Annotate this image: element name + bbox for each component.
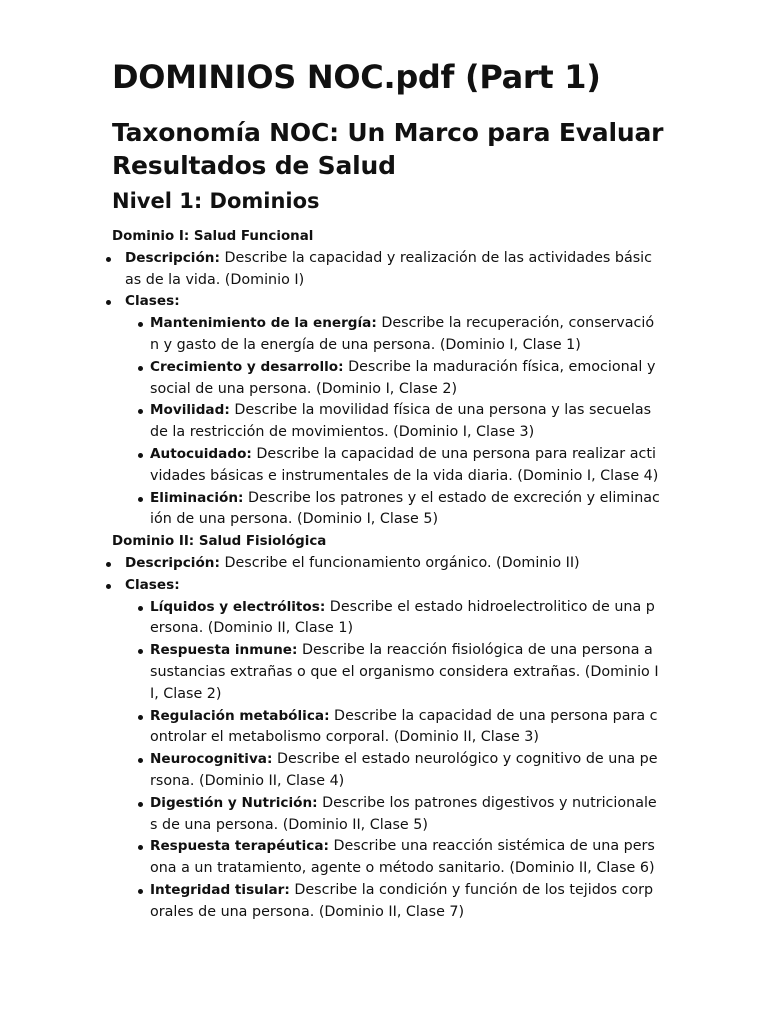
domain-section — [112, 531, 660, 923]
class-item — [137, 400, 660, 444]
bullet-icon — [138, 802, 143, 807]
bullet-icon — [138, 366, 143, 371]
class-term: Respuesta terapéutica: — [150, 838, 329, 855]
class-term: Líquidos y electrólitos: — [150, 598, 326, 615]
item-term: Descripción: — [125, 249, 220, 266]
bullet-icon — [138, 715, 143, 720]
class-text: Describe el estado neurológico y cognitivo de una persona. (Dominio II, Clase 4) — [150, 751, 658, 789]
bullet-icon — [138, 322, 143, 327]
class-text: Describe la condición y función de los tejidos corporales de una persona. (Dominio II, Clase 7) — [150, 881, 654, 920]
class-term: Crecimiento y desarrollo: — [150, 358, 344, 375]
class-text: Describe el estado hidroelectrolitico de una persona. (Dominio II, Clase 1) — [150, 598, 655, 637]
class-text: Describe la capacidad de una persona para controlar el metabolismo corporal. (Dominio II, Clase 3) — [150, 707, 658, 746]
domain-list — [112, 553, 660, 924]
domain-title: Dominio I: Salud Funcional — [112, 229, 314, 244]
class-item — [137, 597, 660, 641]
class-term: Autocuidado: — [150, 445, 252, 462]
class-text: Describe los patrones digestivos y nutricionales de una persona. (Dominio II, Clase 5) — [150, 794, 657, 833]
document-subtitle: Taxonomía NOC: Un Marco para Evaluar Resultados de Salud — [112, 118, 664, 180]
bullet-icon — [138, 889, 143, 894]
item-text: Describe la capacidad y realización de las actividades básicas de la vida. (Dominio I) — [125, 249, 652, 288]
class-list — [137, 313, 660, 531]
bullet-icon — [138, 758, 143, 763]
bullet-icon — [138, 409, 143, 414]
bullet-icon — [106, 562, 111, 567]
domain-title: Dominio II: Salud Fisiológica — [112, 534, 327, 550]
class-item — [137, 793, 660, 837]
class-text: Describe la maduración física, emocional y social de una persona. (Dominio I, Clase 2) — [150, 358, 656, 397]
class-item — [137, 706, 660, 750]
class-text: Describe los patrones y el estado de excreción y eliminación de una persona. (Dominio I, Clase 5) — [150, 489, 660, 528]
bullet-icon — [106, 300, 111, 305]
class-term: Integridad tisular: — [150, 881, 290, 898]
document-title: DOMINIOS NOC.pdf (Part 1) — [112, 58, 601, 96]
item-term: Clases: — [125, 293, 180, 310]
bullet-icon — [106, 584, 111, 589]
item-text: Describe el funcionamiento orgánico. (Dominio II) — [219, 554, 580, 571]
class-item — [137, 640, 660, 705]
list-item-description — [112, 553, 660, 575]
item-term: Descripción: — [125, 554, 220, 571]
bullet-icon — [138, 453, 143, 458]
class-text: Describe la recuperación, conservación y gasto de la energía de una persona. (Dominio I, Clase 1) — [150, 315, 655, 353]
section-heading: Nivel 1: Dominios — [112, 189, 320, 213]
domain-list — [112, 248, 660, 531]
class-term: Mantenimiento de la energía: — [150, 315, 377, 332]
list-item-classes — [112, 575, 660, 924]
class-term: Movilidad: — [150, 402, 230, 419]
class-text: Describe la movilidad física de una persona y las secuelas de la restricción de movimientos. (Dominio I, Clase 3) — [150, 402, 652, 441]
class-text: Describe la capacidad de una persona para realizar actividades básicas e instrumentales de la vida diaria. (Dominio I, Clase 4) — [150, 445, 659, 484]
class-list — [137, 597, 660, 924]
item-term: Clases: — [125, 576, 180, 593]
class-item — [137, 357, 660, 401]
list-item-description — [112, 248, 660, 292]
document-content — [112, 226, 660, 924]
class-text: Describe la reacción fisiológica de una persona a sustancias extrañas o que el organismo considera extrañas. (Dominio II, Clase 2) — [150, 642, 659, 702]
class-term: Eliminación: — [150, 489, 244, 506]
bullet-icon — [138, 649, 143, 654]
bullet-icon — [106, 257, 111, 262]
class-item — [137, 749, 660, 793]
domain-section — [112, 226, 660, 531]
bullet-icon — [138, 497, 143, 502]
class-item — [137, 313, 660, 357]
class-term: Digestión y Nutrición: — [150, 794, 318, 811]
class-item — [137, 488, 660, 532]
bullet-icon — [138, 606, 143, 611]
class-term: Respuesta inmune: — [150, 642, 298, 659]
class-item — [137, 880, 660, 924]
class-text: Describe una reacción sistémica de una persona a un tratamiento, agente o método sanitario. (Dominio II, Clase 6) — [150, 838, 655, 877]
list-item-classes — [112, 291, 660, 531]
bullet-icon — [138, 845, 143, 850]
class-term: Neurocognitiva: — [150, 751, 273, 768]
class-item — [137, 836, 660, 880]
class-item — [137, 444, 660, 488]
class-term: Regulación metabólica: — [150, 707, 330, 724]
